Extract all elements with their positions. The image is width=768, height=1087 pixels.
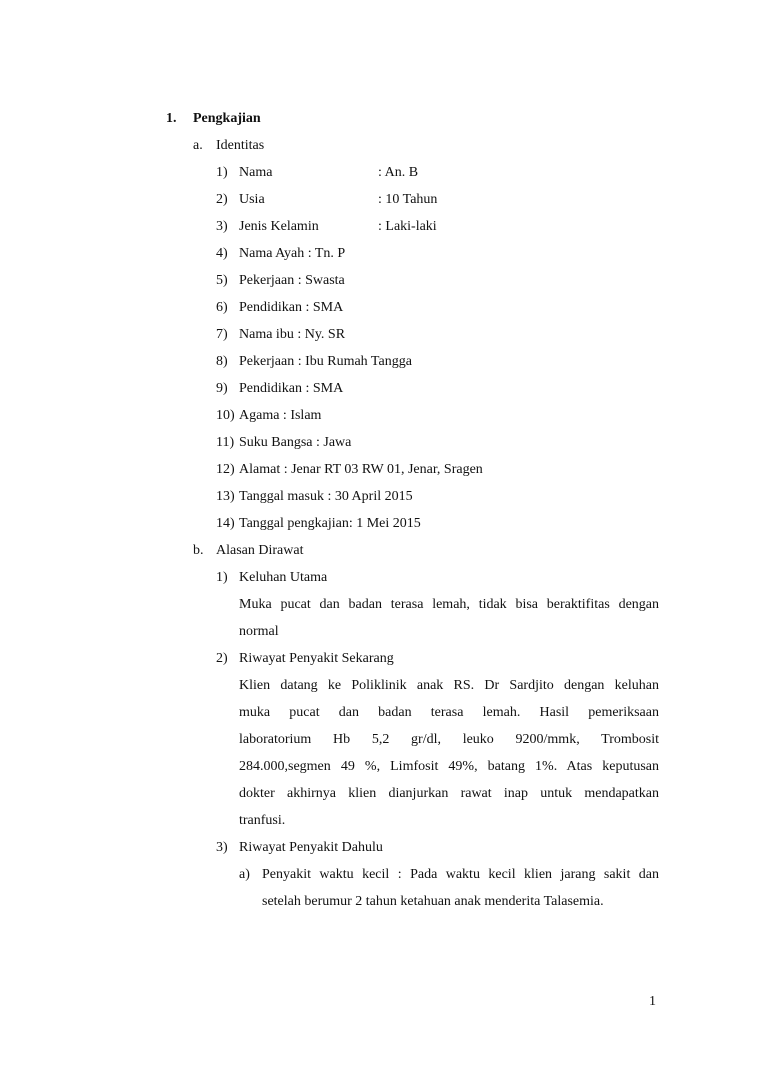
paragraph-line: muka pucat dan badan terasa lemah. Hasil pemeriksaan <box>239 705 659 720</box>
paragraph-line: tranfusi. <box>239 813 286 828</box>
list-item-number: 11) <box>216 435 235 450</box>
subsection-marker-b: b. <box>193 543 204 558</box>
paragraph-line: setelah berumur 2 tahun ketahuan anak menderita Talasemia. <box>262 894 604 909</box>
list-item-text: Pekerjaan : Swasta <box>239 273 345 288</box>
list-item-number: 4) <box>216 246 228 261</box>
list-item-number: 10) <box>216 408 235 423</box>
list-item-number: 6) <box>216 300 228 315</box>
heading-riwayat-penyakit-dahulu: Riwayat Penyakit Dahulu <box>239 840 383 855</box>
subsection-title-alasan-dirawat: Alasan Dirawat <box>216 543 304 558</box>
field-value-usia: : 10 Tahun <box>378 192 438 207</box>
paragraph-line: 284.000,segmen 49 %, Limfosit 49%, batang 1%. Atas keputusan <box>239 759 659 774</box>
list-item-text: Suku Bangsa : Jawa <box>239 435 352 450</box>
list-item-number: 2) <box>216 651 228 666</box>
list-item-text: Tanggal pengkajian: 1 Mei 2015 <box>239 516 421 531</box>
subsection-marker-a: a. <box>193 138 203 153</box>
list-item-number: 1) <box>216 570 228 585</box>
field-label-jenis-kelamin: Jenis Kelamin <box>239 219 319 234</box>
list-item-number: 13) <box>216 489 235 504</box>
list-item-text: Alamat : Jenar RT 03 RW 01, Jenar, Sragen <box>239 462 483 477</box>
paragraph-line: laboratorium Hb 5,2 gr/dl, leuko 9200/mmk, Trombosit <box>239 732 659 747</box>
list-item-number: 1) <box>216 165 228 180</box>
field-value-jenis-kelamin: : Laki-laki <box>378 219 437 234</box>
heading-keluhan-utama: Keluhan Utama <box>239 570 328 585</box>
heading-riwayat-penyakit-sekarang: Riwayat Penyakit Sekarang <box>239 651 394 666</box>
section-number: 1. <box>166 111 177 126</box>
list-item-number: 14) <box>216 516 235 531</box>
subsection-title-identitas: Identitas <box>216 138 265 153</box>
list-item-number: 8) <box>216 354 228 369</box>
section-title: Pengkajian <box>193 111 261 126</box>
list-item-text: Pekerjaan : Ibu Rumah Tangga <box>239 354 412 369</box>
list-item-number: 5) <box>216 273 228 288</box>
paragraph-line: Muka pucat dan badan terasa lemah, tidak bisa beraktifitas dengan <box>239 597 659 612</box>
paragraph-line: Penyakit waktu kecil : Pada waktu kecil klien jarang sakit dan <box>262 867 659 882</box>
field-value-nama: : An. B <box>378 165 419 180</box>
list-item-number: 2) <box>216 192 228 207</box>
page-number: 1 <box>649 994 656 1009</box>
list-item-number: 12) <box>216 462 235 477</box>
list-item-number: 3) <box>216 219 228 234</box>
paragraph-line: dokter akhirnya klien dianjurkan rawat inap untuk mendapatkan <box>239 786 659 801</box>
list-item-text: Pendidikan : SMA <box>239 300 344 315</box>
list-item-number: 7) <box>216 327 228 342</box>
paragraph-line: Klien datang ke Poliklinik anak RS. Dr Sardjito dengan keluhan <box>239 678 659 693</box>
field-label-nama: Nama <box>239 165 273 180</box>
list-item-text: Nama ibu : Ny. SR <box>239 327 346 342</box>
sub-item-marker: a) <box>239 867 250 882</box>
list-item-text: Pendidikan : SMA <box>239 381 344 396</box>
list-item-number: 9) <box>216 381 228 396</box>
list-item-text: Agama : Islam <box>239 408 322 423</box>
list-item-text: Tanggal masuk : 30 April 2015 <box>239 489 413 504</box>
list-item-number: 3) <box>216 840 228 855</box>
paragraph-line: normal <box>239 624 279 639</box>
field-label-usia: Usia <box>239 192 265 207</box>
list-item-text: Nama Ayah : Tn. P <box>239 246 346 261</box>
